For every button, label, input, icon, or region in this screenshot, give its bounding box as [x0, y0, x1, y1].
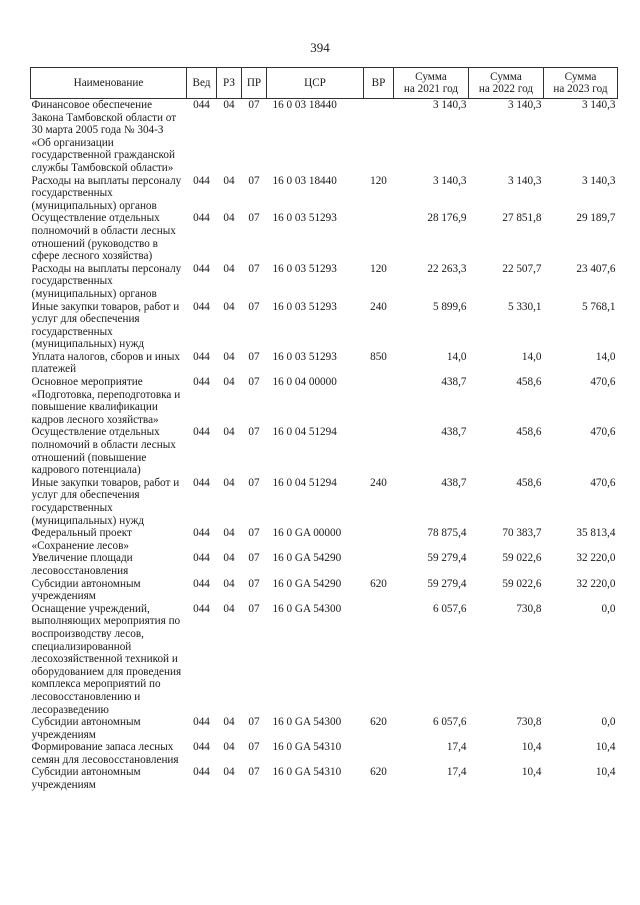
cell-sum-2022: 14,0 — [521, 350, 542, 363]
table-row — [31, 99, 618, 175]
cell-ved: 044 — [193, 766, 210, 779]
cell-pr: 07 — [248, 376, 260, 389]
table-row — [31, 175, 618, 213]
table-row — [31, 766, 618, 791]
cell-vr: 240 — [370, 476, 387, 489]
cell-sum-2023: 23 407,6 — [576, 262, 616, 275]
cell-ved: 044 — [193, 577, 210, 590]
cell-pr: 07 — [248, 741, 260, 754]
cell-ved: 044 — [193, 262, 210, 275]
cell-vr: 620 — [370, 577, 387, 590]
cell-name: Иные закупки товаров, работ и услуг для обеспечения государственных (муниципальных) нужд — [31, 476, 180, 527]
cell-sum-2023: 10,4 — [595, 741, 616, 754]
cell-sum-2022: 70 383,7 — [502, 527, 542, 540]
cell-sum-2023: 35 813,4 — [576, 527, 616, 540]
cell-rz: 04 — [223, 766, 235, 779]
header-sum-2023 — [544, 68, 618, 99]
cell-vr: 120 — [370, 262, 387, 275]
cell-sum-2023: 0,0 — [601, 716, 616, 729]
cell-sum-2021: 438,7 — [441, 426, 467, 439]
cell-ved: 044 — [193, 426, 210, 439]
cell-pr: 07 — [248, 426, 260, 439]
cell-vr — [364, 212, 394, 262]
cell-sum-2022: 458,6 — [516, 426, 542, 439]
cell-csr: 16 0 03 51293 — [272, 300, 337, 313]
table-row — [31, 376, 618, 426]
cell-sum-2023: 14,0 — [595, 350, 616, 363]
header-sum-2021 — [394, 68, 469, 99]
cell-csr: 16 0 04 51294 — [272, 476, 337, 489]
cell-pr: 07 — [248, 552, 260, 565]
cell-sum-2022: 3 140,3 — [507, 99, 542, 111]
cell-sum-2021: 59 279,4 — [427, 552, 467, 565]
cell-sum-2023: 3 140,3 — [581, 174, 616, 187]
cell-sum-2022: 10,4 — [521, 766, 542, 779]
cell-ved: 044 — [193, 741, 210, 754]
cell-sum-2023: 10,4 — [595, 766, 616, 779]
table-row — [31, 527, 618, 552]
cell-vr — [364, 376, 394, 426]
cell-rz: 04 — [223, 577, 235, 590]
header-sum-2023-year: на 2023 год — [553, 83, 608, 95]
cell-sum-2021: 438,7 — [441, 476, 467, 489]
header-ved: Вед — [187, 68, 217, 99]
cell-rz: 04 — [223, 376, 235, 389]
cell-sum-2023: 0,0 — [601, 602, 616, 615]
cell-sum-2023: 470,6 — [590, 376, 616, 389]
cell-ved: 044 — [193, 376, 210, 389]
cell-csr: 16 0 GA 54300 — [272, 716, 342, 729]
cell-rz: 04 — [223, 716, 235, 729]
table-row — [31, 552, 618, 577]
cell-ved: 044 — [193, 350, 210, 363]
cell-name: Субсидии автономным учреждениям — [31, 577, 141, 603]
cell-sum-2022: 5 330,1 — [507, 300, 542, 313]
cell-sum-2022: 22 507,7 — [502, 262, 542, 275]
cell-sum-2022: 458,6 — [516, 376, 542, 389]
cell-pr: 07 — [248, 602, 260, 615]
cell-sum-2021: 22 263,3 — [427, 262, 467, 275]
cell-sum-2022: 59 022,6 — [502, 552, 542, 565]
cell-sum-2023: 3 140,3 — [581, 99, 616, 111]
cell-ved: 044 — [193, 476, 210, 489]
cell-sum-2022: 3 140,3 — [507, 174, 542, 187]
cell-rz: 04 — [223, 174, 235, 187]
cell-sum-2023: 470,6 — [590, 476, 616, 489]
cell-pr: 07 — [248, 262, 260, 275]
table-header — [31, 68, 618, 99]
cell-vr — [364, 99, 394, 175]
cell-sum-2023: 32 220,0 — [576, 577, 616, 590]
cell-ved: 044 — [193, 602, 210, 615]
cell-vr — [364, 426, 394, 476]
cell-ved: 044 — [193, 716, 210, 729]
cell-sum-2021: 78 875,4 — [427, 527, 467, 540]
cell-rz: 04 — [223, 262, 235, 275]
header-pr: ПР — [242, 68, 267, 99]
cell-pr: 07 — [248, 476, 260, 489]
cell-sum-2021: 6 057,6 — [432, 716, 467, 729]
cell-name: Финансовое обеспечение Закона Тамбовской области от 30 марта 2005 года № 304-З «Об организации государственной гражданской службы Тамбовской области» — [31, 99, 177, 174]
cell-name: Расходы на выплаты персоналу государственных (муниципальных) органов — [31, 262, 182, 300]
cell-vr: 120 — [370, 174, 387, 187]
cell-sum-2021: 28 176,9 — [427, 212, 467, 225]
cell-vr — [364, 552, 394, 577]
cell-csr: 16 0 03 51293 — [272, 212, 337, 225]
header-vr: ВР — [364, 68, 394, 99]
cell-csr: 16 0 GA 54300 — [272, 602, 342, 615]
header-csr: ЦСР — [267, 68, 364, 99]
table-row — [31, 741, 618, 766]
table-row — [31, 426, 618, 476]
header-name: Наименование — [31, 68, 187, 99]
cell-sum-2021: 17,4 — [446, 741, 467, 754]
table-row — [31, 301, 618, 351]
cell-vr: 240 — [370, 300, 387, 313]
budget-table — [30, 67, 618, 792]
cell-pr: 07 — [248, 577, 260, 590]
page-number: 394 — [310, 40, 330, 55]
header-sum-2022-prefix: Сумма — [490, 71, 522, 83]
cell-name: Расходы на выплаты персоналу государственных (муниципальных) органов — [31, 174, 182, 212]
cell-name: Увеличение площади лесовосстановления — [31, 552, 133, 577]
header-sum-2022-year: на 2022 год — [478, 83, 534, 95]
table-row — [31, 578, 618, 603]
cell-csr: 16 0 03 18440 — [272, 99, 337, 111]
cell-rz: 04 — [223, 741, 235, 754]
cell-sum-2021: 59 279,4 — [427, 577, 467, 590]
cell-name: Оснащение учреждений, выполняющих мероприятия по воспроизводству лесов, специализированной лесохозяйственной техникой и оборудованием для проведения комплекса мероприятий по лесовосстановлению и лесоразведению — [31, 602, 182, 716]
cell-sum-2023: 470,6 — [590, 426, 616, 439]
cell-ved: 044 — [193, 99, 210, 111]
cell-rz: 04 — [223, 350, 235, 363]
table-row — [31, 716, 618, 741]
cell-csr: 16 0 GA 00000 — [272, 527, 342, 540]
cell-rz: 04 — [223, 527, 235, 540]
cell-sum-2023: 5 768,1 — [581, 300, 616, 313]
cell-csr: 16 0 04 51294 — [272, 426, 337, 439]
table-row — [31, 351, 618, 376]
cell-rz: 04 — [223, 426, 235, 439]
cell-sum-2022: 730,8 — [516, 716, 542, 729]
cell-sum-2022: 27 851,8 — [502, 212, 542, 225]
cell-rz: 04 — [223, 602, 235, 615]
cell-sum-2022: 730,8 — [516, 602, 542, 615]
cell-pr: 07 — [248, 300, 260, 313]
table-body — [31, 99, 618, 792]
cell-name: Уплата налогов, сборов и иных платежей — [31, 350, 181, 376]
cell-sum-2021: 6 057,6 — [432, 602, 467, 615]
cell-name: Иные закупки товаров, работ и услуг для обеспечения государственных (муниципальных) нужд — [31, 300, 180, 351]
header-sum-2022 — [469, 68, 544, 99]
cell-sum-2022: 10,4 — [521, 741, 542, 754]
header-sum-2021-year: на 2021 год — [403, 83, 459, 95]
cell-ved: 044 — [193, 174, 210, 187]
cell-csr: 16 0 GA 54290 — [272, 552, 342, 565]
cell-rz: 04 — [223, 476, 235, 489]
cell-sum-2022: 458,6 — [516, 476, 542, 489]
cell-sum-2021: 14,0 — [446, 350, 467, 363]
cell-vr: 620 — [370, 716, 387, 729]
cell-sum-2021: 438,7 — [441, 376, 467, 389]
cell-pr: 07 — [248, 766, 260, 779]
header-sum-2023-prefix: Сумма — [564, 71, 597, 83]
cell-sum-2022: 59 022,6 — [502, 577, 542, 590]
cell-sum-2023: 32 220,0 — [576, 552, 616, 565]
cell-vr — [364, 741, 394, 766]
cell-name: Осуществление отдельных полномочий в области лесных отношений (повышение кадрового потенциала) — [31, 426, 176, 477]
cell-ved: 044 — [193, 212, 210, 225]
cell-rz: 04 — [223, 552, 235, 565]
cell-ved: 044 — [193, 552, 210, 565]
cell-pr: 07 — [248, 716, 260, 729]
cell-pr: 07 — [248, 350, 260, 363]
cell-vr — [364, 527, 394, 552]
header-sum-2021-prefix: Сумма — [415, 71, 447, 83]
cell-vr: 620 — [370, 766, 387, 779]
table-row — [31, 212, 618, 262]
cell-csr: 16 0 03 51293 — [272, 350, 337, 363]
cell-ved: 044 — [193, 527, 210, 540]
cell-pr: 07 — [248, 527, 260, 540]
cell-csr: 16 0 03 18440 — [272, 174, 337, 187]
cell-csr: 16 0 03 51293 — [272, 262, 337, 275]
cell-name: Осуществление отдельных полномочий в области лесных отношений (руководство в сфере лесного хозяйства) — [31, 212, 176, 263]
cell-csr: 16 0 GA 54310 — [272, 766, 342, 779]
cell-csr: 16 0 04 00000 — [272, 376, 337, 389]
cell-sum-2023: 29 189,7 — [576, 212, 616, 225]
cell-csr: 16 0 GA 54290 — [272, 577, 342, 590]
table-row — [31, 603, 618, 716]
table-row — [31, 477, 618, 527]
cell-pr: 07 — [248, 174, 260, 187]
cell-name: Федеральный проект «Сохранение лесов» — [31, 527, 132, 552]
cell-csr: 16 0 GA 54310 — [272, 741, 342, 754]
header-rz: РЗ — [217, 68, 242, 99]
cell-name: Субсидии автономным учреждениям — [31, 766, 141, 792]
cell-ved: 044 — [193, 300, 210, 313]
cell-name: Формирование запаса лесных семян для лесовосстановления — [31, 741, 179, 766]
cell-sum-2021: 3 140,3 — [432, 99, 467, 111]
cell-vr — [364, 603, 394, 716]
cell-rz: 04 — [223, 212, 235, 225]
cell-vr: 850 — [370, 350, 387, 363]
cell-name: Субсидии автономным учреждениям — [31, 716, 141, 741]
cell-sum-2021: 3 140,3 — [432, 174, 467, 187]
cell-pr: 07 — [248, 212, 260, 225]
cell-sum-2021: 17,4 — [446, 766, 467, 779]
cell-rz: 04 — [223, 300, 235, 313]
cell-name: Основное мероприятие «Подготовка, переподготовка и повышение квалификации кадров лесного хозяйства» — [31, 376, 181, 426]
cell-pr: 07 — [248, 99, 260, 111]
cell-sum-2021: 5 899,6 — [432, 300, 467, 313]
cell-rz: 04 — [223, 99, 235, 111]
table-row — [31, 263, 618, 301]
